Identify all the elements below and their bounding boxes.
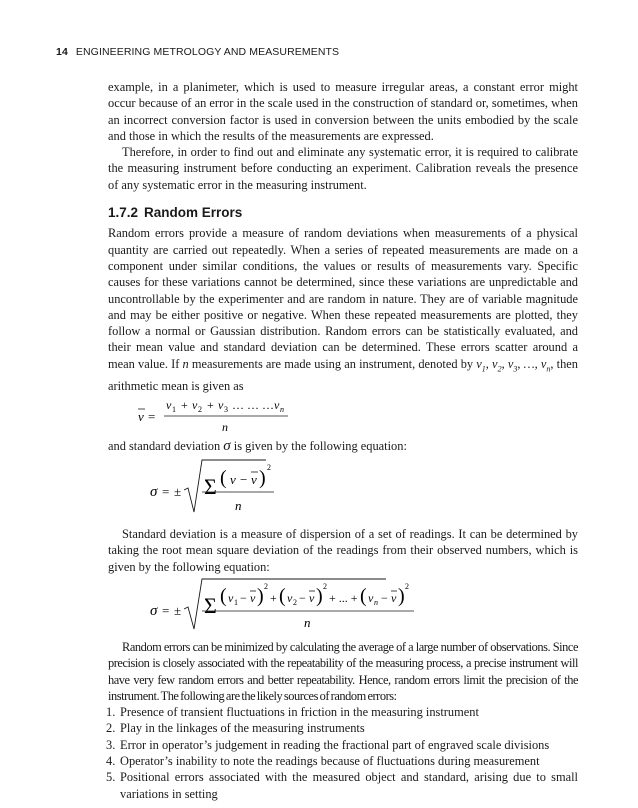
paragraph-std-dev-intro: [108, 438, 578, 454]
text-run: Random errors provide a measure of random deviations when measurements of a physical quantity are carried out repeatedly. When a series of repeated measurements are made on a component under similar conditions, the values or results of measurements vary. Specific causes for these variations cannot be determined, since these variations are unpredictable and uncontrollable by the experimenter and are random in nature. They are of variable magnitude and may be either positive or negative. When these repeated measurements are plotted, they follow a normal or Gaussian distribution. Random errors can be statistically evaluated, and their mean value and standard deviation can be determined. These errors scatter around a mean value. If: [108, 226, 578, 371]
svg-text:−: −: [381, 591, 388, 605]
svg-text:+: +: [270, 591, 277, 605]
text-run: , then arithmetic mean is given as: [108, 356, 578, 393]
svg-text:σ: σ: [150, 484, 158, 501]
svg-text:2: 2: [198, 404, 202, 414]
list-item: [108, 769, 578, 802]
svg-text:−: −: [299, 591, 306, 605]
symbol-sigma: σ: [223, 437, 231, 454]
svg-text:(: (: [220, 467, 227, 490]
svg-text:v: v: [251, 472, 257, 488]
svg-text:=: =: [162, 603, 170, 618]
svg-text:(: (: [220, 585, 227, 607]
svg-text:): ): [398, 585, 405, 607]
std-dev-equation-svg: [146, 454, 366, 526]
section-number: 1.7.2: [108, 205, 139, 221]
svg-text:σ: σ: [150, 603, 158, 619]
list-item-text: Operator’s inability to note the readings because of fluctuations during measurement: [120, 754, 540, 769]
page-body: [108, 79, 578, 802]
svg-text:−: −: [240, 472, 248, 488]
std-dev-equation: [108, 454, 578, 526]
svg-text:v: v: [228, 591, 234, 605]
list-item-text: Presence of transient fluctuations in friction in the measuring instrument: [120, 705, 479, 720]
list-item-number: 5.: [106, 770, 116, 785]
mean-equation: [108, 394, 578, 438]
list-item-text: Error in operator’s judgement in reading the fractional part of engraved scale divisions: [120, 737, 550, 752]
svg-text:(: (: [360, 585, 367, 607]
list-item: [108, 753, 578, 769]
svg-text:2: 2: [323, 582, 327, 591]
text-run: is given by the following equation:: [230, 438, 407, 453]
svg-text:1: 1: [234, 598, 238, 607]
text-run: measurements are made using an instrument, denoted by: [188, 356, 477, 371]
measurement-list-symbols: $v_1$, $v_2$, $v_3$, …, $v_n$: [476, 356, 551, 374]
page-number: 14: [56, 46, 68, 58]
symbol-n: n: [182, 356, 189, 371]
list-item-number: 2.: [106, 721, 116, 736]
rms-equation: [108, 575, 578, 639]
svg-text:v: v: [192, 397, 198, 412]
rms-equation-svg: [146, 575, 466, 639]
svg-text:=: =: [162, 484, 170, 500]
svg-text:2: 2: [267, 463, 271, 473]
svg-text:v: v: [368, 591, 374, 605]
svg-text:=: =: [148, 408, 156, 424]
list-item: [108, 737, 578, 753]
svg-text:v: v: [250, 591, 256, 605]
svg-text:v: v: [138, 408, 144, 424]
list-item-text: Play in the linkages of the measuring instruments: [120, 721, 365, 736]
section-title: Random Errors: [144, 205, 243, 221]
list-item: [108, 720, 578, 736]
page-header: [56, 46, 339, 58]
svg-text:Σ: Σ: [204, 474, 217, 500]
svg-text:v: v: [309, 591, 315, 605]
list-item: [108, 704, 578, 720]
svg-text:n: n: [280, 404, 284, 414]
svg-text:v: v: [230, 472, 236, 488]
paragraph-planimeter: example, in a planimeter, which is used to measure irregular areas, a constant error might occur because of an error in the scale used in the construction of standard or, sometimes, when an incorrect conversion factor is used in conversion between the units embodied by the scale and those in which the results of the measurements are expressed.: [108, 80, 578, 143]
section-heading: [108, 205, 578, 221]
text-run: Random errors can be minimized by calculating the average of a large number of observations. Since precision is closely associated with the repeatability of the measuring process, a precise instrument will have very few random errors and better repeatability. Hence, random errors limit the precision of the instrument. The following are the likely sources of random errors:: [108, 640, 578, 703]
svg-text:+: +: [207, 397, 214, 412]
svg-text:n: n: [374, 598, 378, 607]
svg-text:±: ±: [174, 484, 182, 500]
svg-text:v: v: [287, 591, 293, 605]
list-item-number: 4.: [106, 754, 116, 769]
text-run: and standard deviation: [108, 438, 224, 453]
svg-text:v: v: [218, 397, 224, 412]
svg-text:1: 1: [172, 404, 176, 414]
random-error-sources-list: [108, 704, 578, 802]
paragraph-random-errors: [108, 225, 578, 393]
paragraph-minimize-random-errors: [108, 639, 578, 704]
svg-text:+ ... +: + ... +: [329, 591, 358, 605]
svg-text:v: v: [391, 591, 397, 605]
svg-text:2: 2: [264, 582, 268, 591]
svg-text:2: 2: [405, 582, 409, 591]
list-item-number: 1.: [106, 705, 116, 720]
list-item-number: 3.: [106, 737, 116, 752]
svg-text:2: 2: [293, 598, 297, 607]
svg-text:Σ: Σ: [204, 593, 217, 618]
svg-text:v: v: [166, 397, 172, 412]
svg-text:v: v: [274, 397, 280, 412]
svg-text:n: n: [235, 498, 242, 514]
paragraph-calibration: Therefore, in order to find out and eliminate any systematic error, it is required to calibrate the measuring instrument before conducting an experiment. Calibration reveals the presence of any systematic error in the measuring instrument.: [108, 145, 578, 192]
mean-equation-svg: [134, 394, 374, 438]
svg-text:3: 3: [224, 404, 228, 414]
svg-text:+: +: [181, 397, 188, 412]
svg-text:): ): [259, 467, 266, 490]
svg-text:): ): [316, 585, 323, 607]
paragraph-dispersion: Standard deviation is a measure of dispersion of a set of readings. It can be determined by taking the root mean square deviation of the readings from their observed numbers, which is given by the following equation:: [108, 527, 578, 574]
svg-text:): ): [257, 585, 264, 607]
svg-text:−: −: [240, 591, 247, 605]
svg-text:(: (: [279, 585, 286, 607]
running-title: ENGINEERING METROLOGY AND MEASUREMENTS: [75, 46, 340, 58]
list-item-text: Positional errors associated with the measured object and standard, arising due to small variations in setting: [120, 770, 578, 801]
svg-text:±: ±: [174, 603, 182, 618]
svg-text:… … …: … … …: [232, 397, 274, 412]
svg-text:n: n: [304, 615, 311, 630]
svg-text:n: n: [222, 419, 228, 434]
